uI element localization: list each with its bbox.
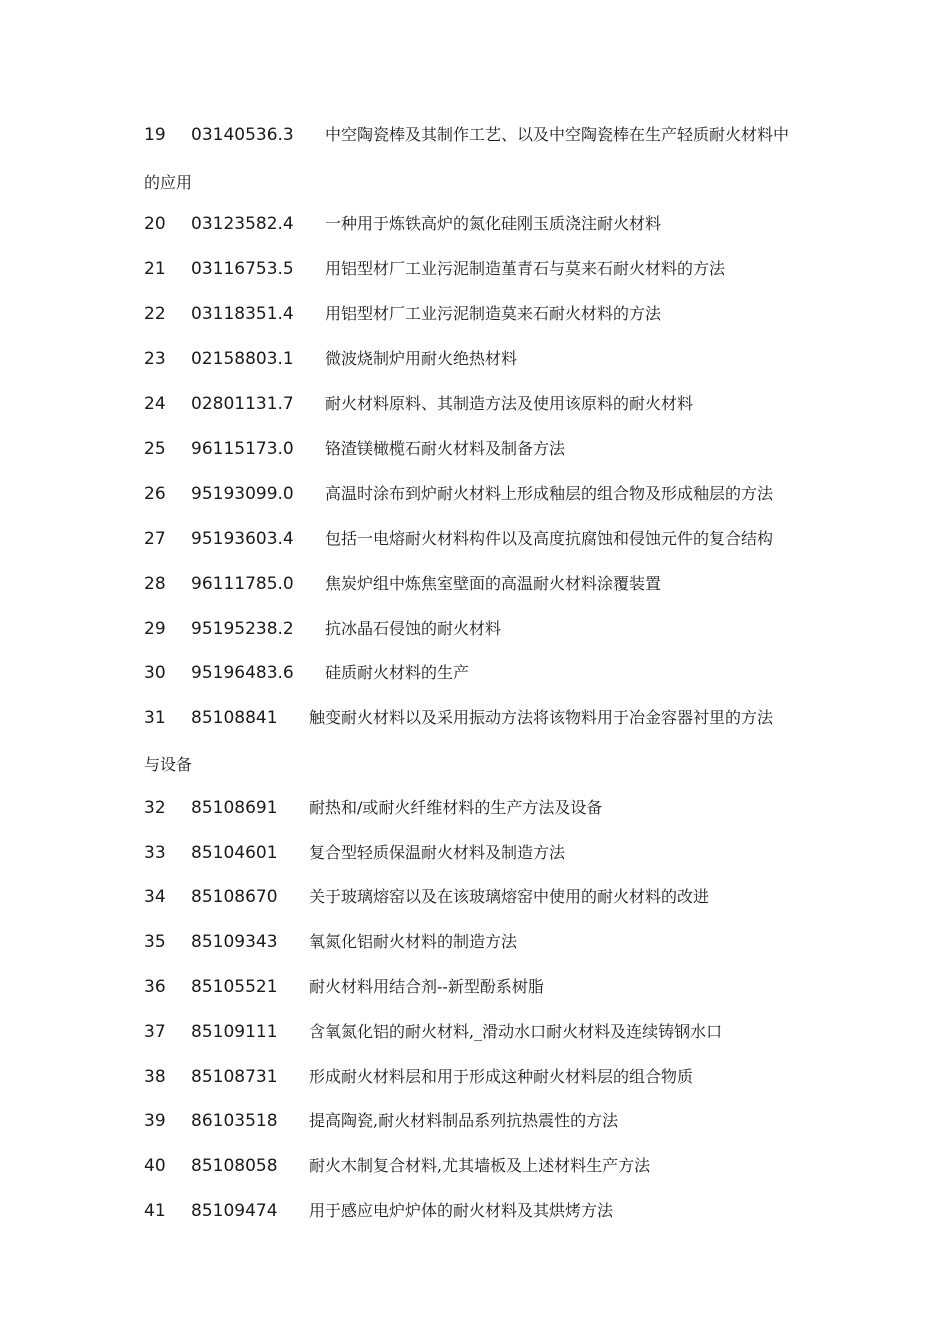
patent-title: 一种用于炼铁高炉的氮化硅刚玉质浇注耐火材料	[325, 214, 662, 233]
patent-title: 形成耐火材料层和用于形成这种耐火材料层的组合物质	[309, 1067, 694, 1086]
patent-title: 含氧氮化铝的耐火材料,_滑动水口耐火材料及连续铸钢水口	[309, 1022, 723, 1041]
list-item	[0, 660, 950, 686]
list-item	[0, 211, 950, 237]
patent-code: 85108841	[191, 708, 278, 728]
item-number: 21	[144, 259, 166, 279]
title-continuation: 的应用	[144, 173, 193, 192]
item-number: 28	[144, 574, 166, 594]
item-number: 19	[144, 125, 166, 145]
patent-title: 耐火材料用结合剂--新型酚系树脂	[309, 977, 544, 996]
list-item	[0, 616, 950, 642]
list-item	[0, 1108, 950, 1134]
list-item	[0, 705, 950, 731]
patent-code: 02158803.1	[191, 349, 294, 369]
patent-title: 微波烧制炉用耐火绝热材料	[325, 349, 518, 368]
patent-code: 95193603.4	[191, 529, 294, 549]
list-item	[0, 571, 950, 597]
patent-title: 用于感应电炉炉体的耐火材料及其烘烤方法	[309, 1201, 614, 1220]
list-item	[0, 391, 950, 417]
list-item	[0, 1153, 950, 1179]
patent-title: 触变耐火材料以及采用振动方法将该物料用于冶金容器衬里的方法	[309, 708, 774, 727]
item-number: 34	[144, 887, 166, 907]
list-item	[0, 301, 950, 327]
item-number: 40	[144, 1156, 166, 1176]
patent-code: 95196483.6	[191, 663, 294, 683]
list-item	[0, 884, 950, 910]
item-number: 26	[144, 484, 166, 504]
item-number: 27	[144, 529, 166, 549]
list-item	[0, 1198, 950, 1224]
list-item	[0, 795, 950, 821]
item-number: 29	[144, 619, 166, 639]
list-item	[0, 122, 950, 148]
item-number: 37	[144, 1022, 166, 1042]
patent-title: 焦炭炉组中炼焦室壁面的高温耐火材料涂覆装置	[325, 574, 662, 593]
patent-title: 耐火材料原料、其制造方法及使用该原料的耐火材料	[325, 394, 694, 413]
patent-code: 85105521	[191, 977, 278, 997]
patent-code: 03123582.4	[191, 214, 294, 234]
item-number: 25	[144, 439, 166, 459]
list-item	[0, 436, 950, 462]
patent-code: 85108670	[191, 887, 278, 907]
list-item	[0, 481, 950, 507]
list-item	[0, 974, 950, 1000]
patent-code: 85109474	[191, 1201, 278, 1221]
patent-title: 铬渣镁橄榄石耐火材料及制备方法	[325, 439, 566, 458]
patent-title: 包括一电熔耐火材料构件以及高度抗腐蚀和侵蚀元件的复合结构	[325, 529, 774, 548]
list-item	[0, 840, 950, 866]
list-item	[0, 526, 950, 552]
title-continuation: 与设备	[144, 755, 193, 774]
patent-code: 02801131.7	[191, 394, 294, 414]
patent-title: 硅质耐火材料的生产	[325, 663, 470, 682]
patent-title: 复合型轻质保温耐火材料及制造方法	[309, 843, 566, 862]
patent-title: 耐火木制复合材料,尤其墙板及上述材料生产方法	[309, 1156, 651, 1175]
patent-code: 95193099.0	[191, 484, 294, 504]
item-number: 22	[144, 304, 166, 324]
patent-title: 氧氮化铝耐火材料的制造方法	[309, 932, 518, 951]
patent-code: 95195238.2	[191, 619, 294, 639]
list-item	[0, 929, 950, 955]
item-number: 33	[144, 843, 166, 863]
list-item	[0, 1019, 950, 1045]
item-number: 41	[144, 1201, 166, 1221]
patent-code: 85108058	[191, 1156, 278, 1176]
item-number: 31	[144, 708, 166, 728]
patent-code: 85109111	[191, 1022, 278, 1042]
patent-title: 耐热和/或耐火纤维材料的生产方法及设备	[309, 798, 603, 817]
item-number: 24	[144, 394, 166, 414]
patent-title: 抗冰晶石侵蚀的耐火材料	[325, 619, 502, 638]
item-number: 23	[144, 349, 166, 369]
list-item	[0, 256, 950, 282]
patent-code: 85108691	[191, 798, 278, 818]
patent-code: 85109343	[191, 932, 278, 952]
patent-title: 用铝型材厂工业污泥制造堇青石与莫来石耐火材料的方法	[325, 259, 726, 278]
patent-code: 03118351.4	[191, 304, 294, 324]
item-number: 38	[144, 1067, 166, 1087]
patent-title: 中空陶瓷棒及其制作工艺、以及中空陶瓷棒在生产轻质耐火材料中	[325, 125, 790, 144]
list-item	[0, 1064, 950, 1090]
patent-title: 关于玻璃熔窑以及在该玻璃熔窑中使用的耐火材料的改进	[309, 887, 710, 906]
item-number: 32	[144, 798, 166, 818]
patent-title: 用铝型材厂工业污泥制造莫来石耐火材料的方法	[325, 304, 662, 323]
patent-code: 96115173.0	[191, 439, 294, 459]
item-number: 30	[144, 663, 166, 683]
list-item	[0, 346, 950, 372]
item-number: 35	[144, 932, 166, 952]
item-number: 36	[144, 977, 166, 997]
patent-title: 高温时涂布到炉耐火材料上形成釉层的组合物及形成釉层的方法	[325, 484, 774, 503]
patent-code: 03116753.5	[191, 259, 294, 279]
item-number: 20	[144, 214, 166, 234]
patent-code: 85104601	[191, 843, 278, 863]
item-number: 39	[144, 1111, 166, 1131]
patent-code: 96111785.0	[191, 574, 294, 594]
patent-code: 03140536.3	[191, 125, 294, 145]
patent-code: 86103518	[191, 1111, 278, 1131]
patent-code: 85108731	[191, 1067, 278, 1087]
patent-title: 提高陶瓷,耐火材料制品系列抗热震性的方法	[309, 1111, 619, 1130]
